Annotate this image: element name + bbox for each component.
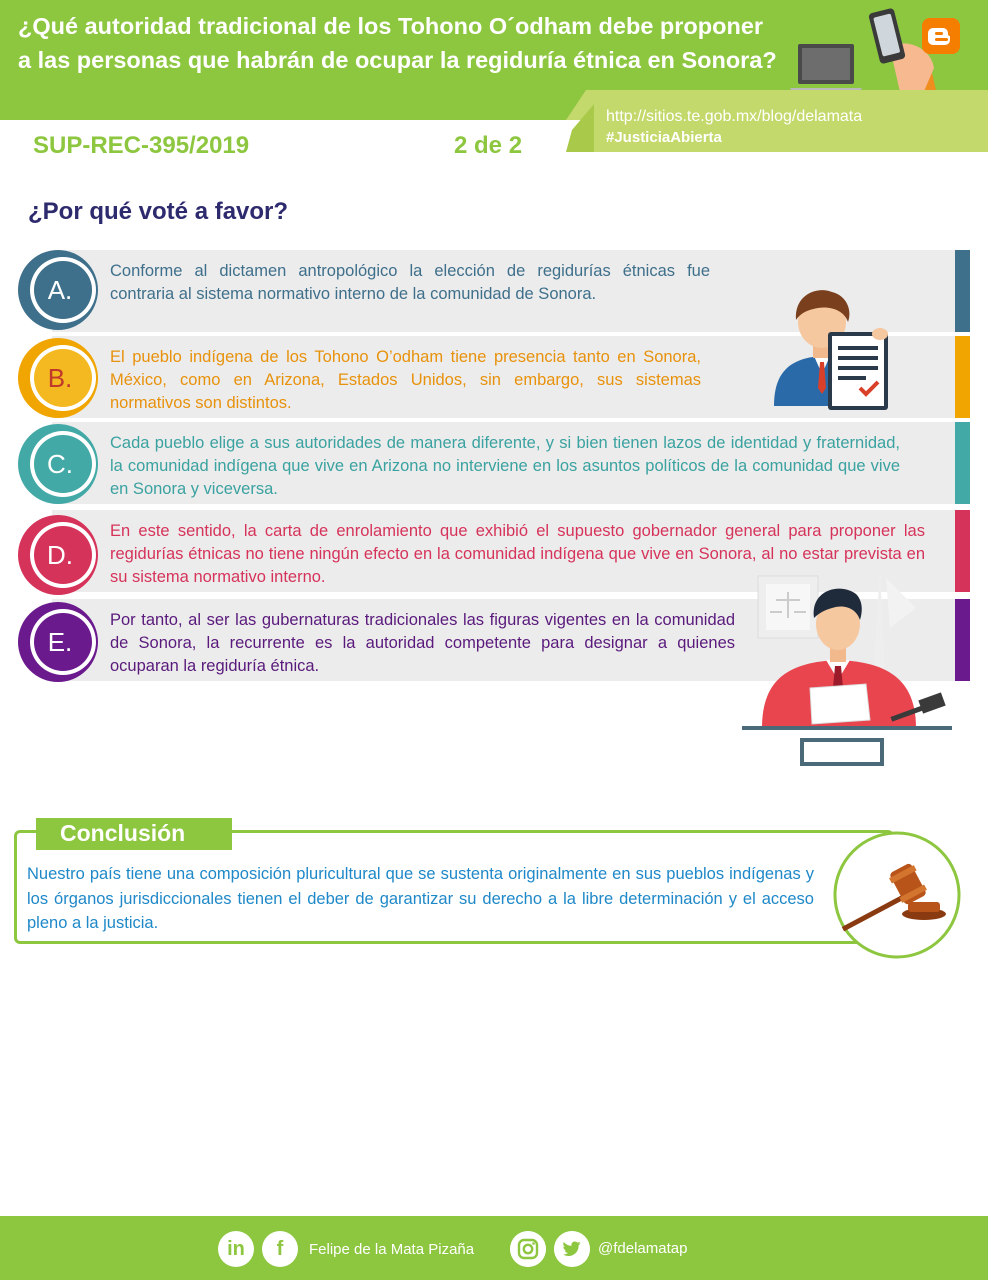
title-line-1: ¿Qué autoridad tradicional de los Tohono O´odham debe proponer bbox=[18, 13, 764, 39]
judge-illustration bbox=[740, 568, 960, 768]
social-handle: @fdelamatap bbox=[598, 1240, 688, 1257]
row-accent-bar bbox=[955, 250, 970, 332]
letter-badge-a bbox=[18, 250, 98, 330]
page-indicator: 2 de 2 bbox=[454, 132, 523, 159]
badge-letter: E. bbox=[47, 627, 73, 657]
conclusion-title: Conclusión bbox=[60, 820, 186, 846]
row-accent-bar bbox=[955, 422, 970, 504]
row-accent-bar bbox=[955, 336, 970, 418]
blogger-icon[interactable] bbox=[922, 18, 960, 54]
hashtag: #JusticiaAbierta bbox=[606, 129, 722, 146]
point-text-a: Conforme al dictamen antropológico la elección de regidurías étnicas fue contraria al sistema normativo interno de la comunidad de Sonora. bbox=[110, 262, 710, 303]
point-text-d: En este sentido, la carta de enrolamiento que exhibió el supuesto gobernador general para proponer las regidurías étnicas no tiene ningún efecto en la comunidad indígena que vive en Sonora, al no estar prevista en su sistema normativo interno. bbox=[110, 522, 925, 586]
badge-letter: B. bbox=[47, 363, 73, 393]
section-question: ¿Por qué voté a favor? bbox=[28, 198, 289, 225]
point-row-c bbox=[52, 422, 970, 504]
title-line-2: a las personas que habrán de ocupar la regiduría étnica en Sonora? bbox=[18, 47, 777, 73]
instagram-icon[interactable] bbox=[510, 1231, 546, 1267]
badge-letter: A. bbox=[47, 275, 73, 305]
letter-badge-c bbox=[18, 424, 98, 504]
conclusion-text: Nuestro país tiene una composición pluricultural que se sustenta originalmente en sus pueblos indígenas y los órganos jurisdiccionales tienen el deber de garantizar su derecho a la libre determinación y el acceso pleno a la justicia. bbox=[27, 865, 814, 932]
letter-badge-d bbox=[18, 515, 98, 595]
blog-url-link[interactable]: http://sitios.te.gob.mx/blog/delamata bbox=[606, 108, 863, 125]
badge-letter: C. bbox=[47, 449, 73, 479]
linkedin-icon[interactable]: in bbox=[218, 1231, 254, 1267]
businessman-document-illustration bbox=[768, 284, 894, 416]
author-name: Felipe de la Mata Pizaña bbox=[309, 1241, 475, 1258]
point-text-b: El pueblo indígena de los Tohono O’odham tiene presencia tanto en Sonora, México, como en Arizona, Estados Unidos, sin embargo, sus sistemas normativos son distintos. bbox=[110, 348, 701, 412]
gavel-icon bbox=[832, 830, 962, 960]
twitter-icon[interactable] bbox=[554, 1231, 590, 1267]
letter-badge-b bbox=[18, 338, 98, 418]
page-title bbox=[18, 9, 788, 77]
badge-letter: D. bbox=[47, 540, 73, 570]
letter-badge-e bbox=[18, 602, 98, 682]
facebook-icon[interactable]: f bbox=[262, 1231, 298, 1267]
case-number: SUP-REC-395/2019 bbox=[33, 132, 250, 159]
point-text-e: Por tanto, al ser las gubernaturas tradicionales las figuras vigentes en la comunidad de Sonora, la recurrente es la autoridad competente para designar a quienes ocuparan la regiduría étnica. bbox=[110, 611, 735, 675]
point-text-c: Cada pueblo elige a sus autoridades de manera diferente, y si bien tienen lazos de identidad y fraternidad, la comunidad indígena que vive en Arizona no interviene en los asuntos políticos de la comunidad que vive en Sonora y viceversa. bbox=[110, 434, 900, 498]
footer-bar bbox=[0, 1216, 988, 1280]
